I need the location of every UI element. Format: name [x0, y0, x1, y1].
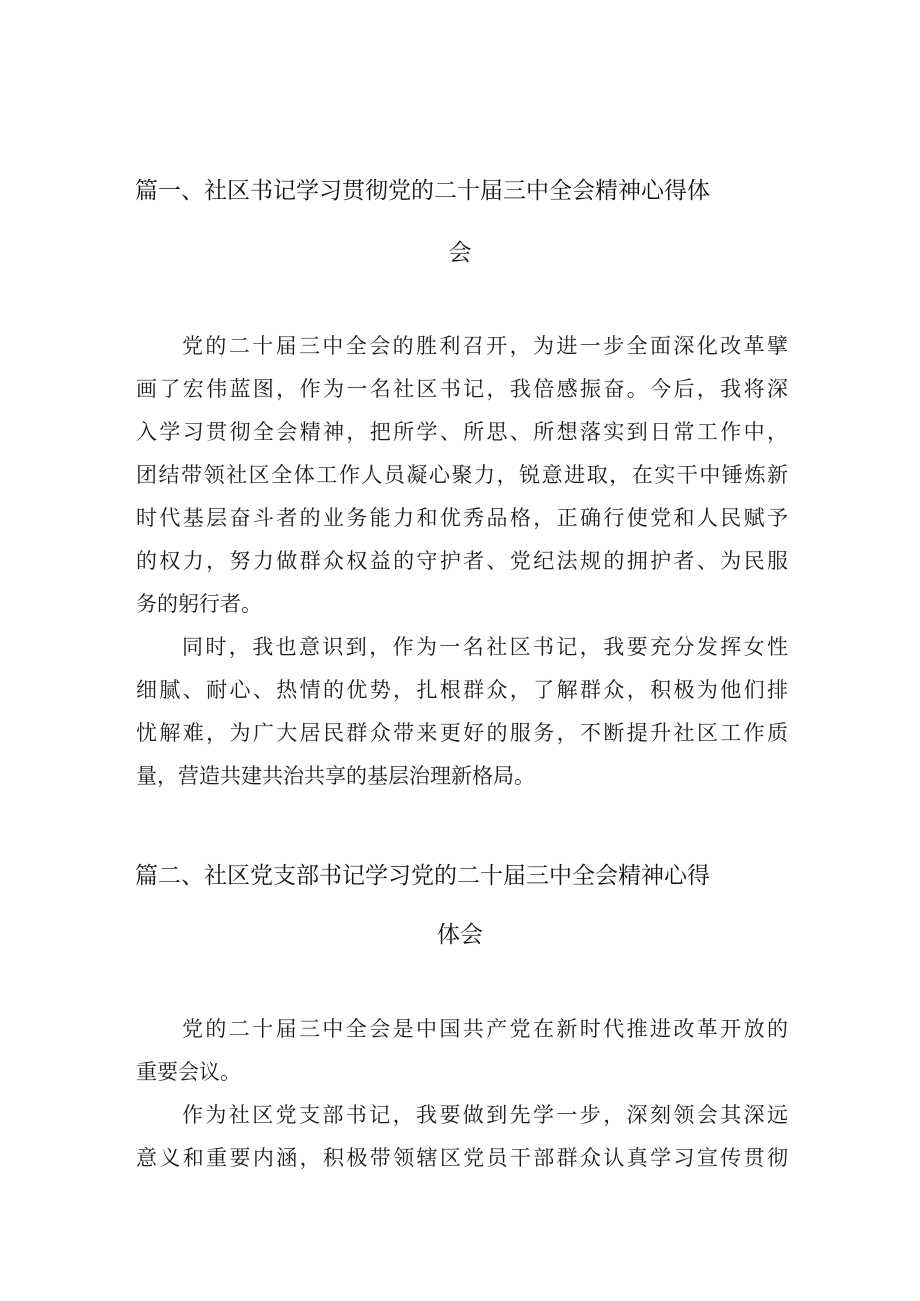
paragraph-line: 重要会议。: [136, 1060, 241, 1084]
paragraph-line: 量，营造共建共治共享的基层治理新格局。: [136, 764, 535, 788]
paragraph-line: 同时，我也意识到，作为一名社区书记，我要充分发挥女性: [182, 635, 788, 659]
paragraph-line: 入学习贯彻全会精神，把所学、所思、所想落实到日常工作中，: [136, 420, 788, 444]
paragraph-line: 党的二十届三中全会的胜利召开，为进一步全面深化改革擘: [182, 334, 788, 358]
paragraph-line: 务的躬行者。: [136, 592, 262, 616]
section-1-title-line-2: 会: [448, 240, 472, 266]
paragraph-line: 画了宏伟蓝图，作为一名社区书记，我倍感振奋。今后，我将深: [136, 377, 788, 401]
section-2-title-line-1: 篇二、社区党支部书记学习党的二十届三中全会精神心得: [135, 863, 710, 889]
paragraph-line: 的权力，努力做群众权益的守护者、党纪法规的拥护者、为民服: [136, 549, 788, 573]
section-1-title-line-1: 篇一、社区书记学习贯彻党的二十届三中全会精神心得体: [135, 178, 710, 204]
paragraph-line: 细腻、耐心、热情的优势，扎根群众，了解群众，积极为他们排: [136, 678, 788, 702]
paragraph-line: 作为社区党支部书记，我要做到先学一步，深刻领会其深远: [182, 1103, 788, 1127]
paragraph-line: 意义和重要内涵，积极带领辖区党员干部群众认真学习宣传贯彻: [136, 1146, 788, 1170]
paragraph-line: 团结带领社区全体工作人员凝心聚力，锐意进取，在实干中锤炼新: [136, 463, 788, 487]
paragraph-line: 忧解难，为广大居民群众带来更好的服务，不断提升社区工作质: [136, 721, 788, 745]
section-2-title-line-2: 体会: [437, 922, 483, 948]
paragraph-line: 党的二十届三中全会是中国共产党在新时代推进改革开放的: [182, 1017, 788, 1041]
paragraph-line: 时代基层奋斗者的业务能力和优秀品格，正确行使党和人民赋予: [136, 506, 788, 530]
